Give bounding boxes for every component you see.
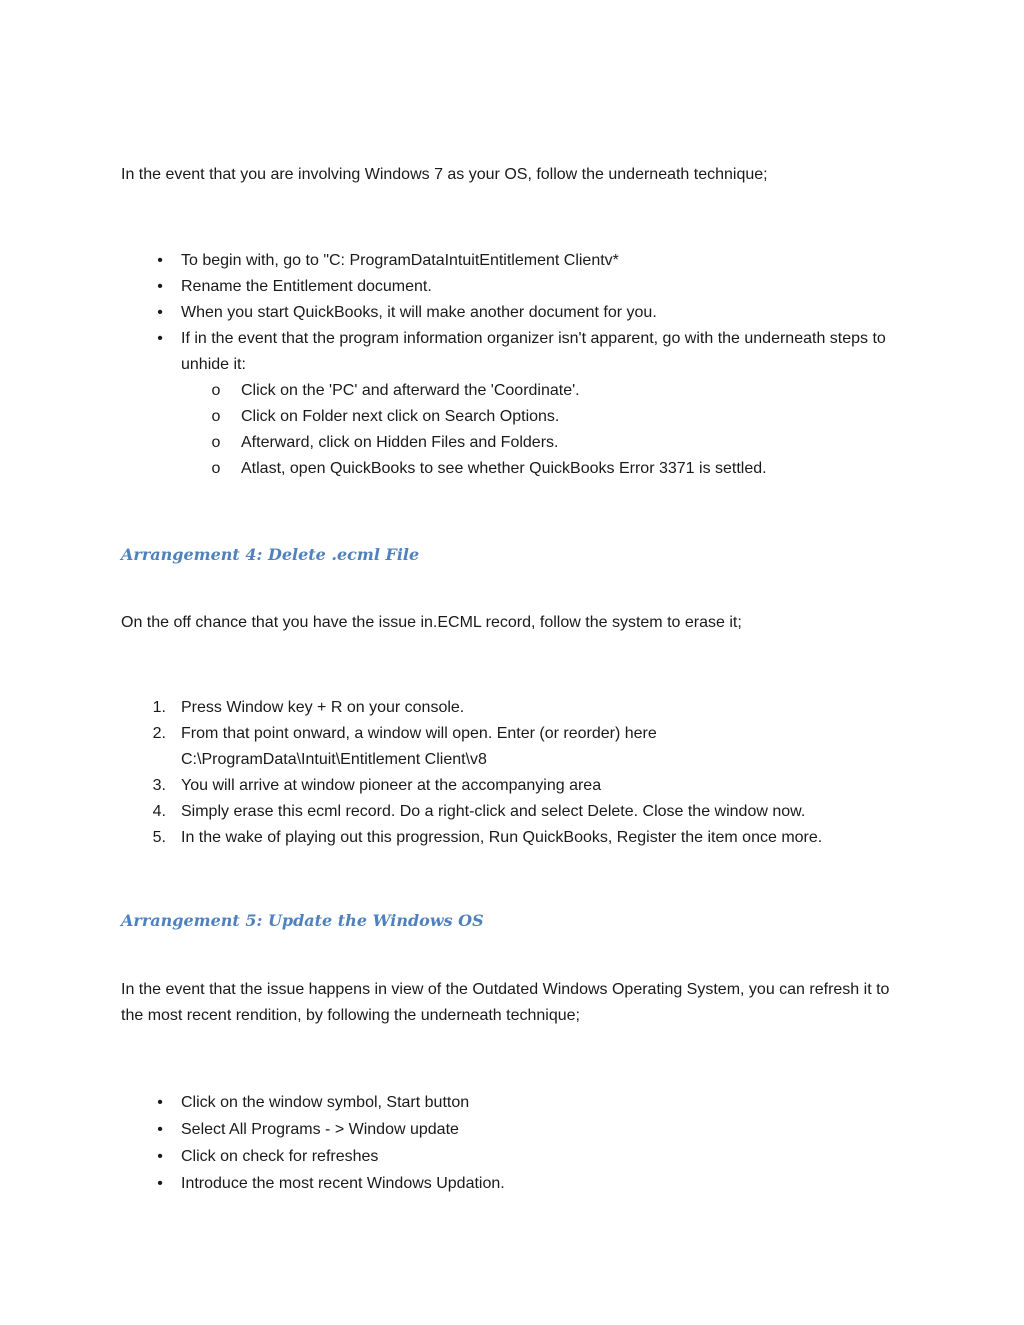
sub-list-item bbox=[0, 456, 1024, 482]
list-item bbox=[0, 248, 1024, 274]
windows-update-steps-list bbox=[0, 1089, 1024, 1197]
list-item bbox=[0, 773, 1024, 799]
bullet-marker: • bbox=[157, 252, 163, 269]
list-item bbox=[0, 300, 1024, 326]
list-item-text: Click on the window symbol, Start button bbox=[181, 1094, 470, 1111]
bullet-marker: • bbox=[157, 330, 163, 347]
list-item bbox=[0, 825, 1024, 851]
list-item-text: In the wake of playing out this progression, Run QuickBooks, Register the item once more. bbox=[181, 829, 823, 846]
sub-bullet-marker: o bbox=[211, 460, 221, 477]
sub-list-item bbox=[0, 404, 1024, 430]
sub-list-item bbox=[0, 430, 1024, 456]
list-item bbox=[0, 326, 1024, 378]
number-marker: 2. bbox=[152, 725, 166, 742]
sub-bullet-marker: o bbox=[211, 408, 221, 425]
list-item-text: Select All Programs - > Window update bbox=[181, 1121, 459, 1138]
arrangement-4-paragraph: On the off chance that you have the issue in.ECML record, follow the system to erase it; bbox=[121, 614, 742, 631]
arrangement-5-paragraph: In the event that the issue happens in view of the Outdated Windows Operating System, you can refresh it to the most recent rendition, by following the underneath technique; bbox=[121, 981, 890, 1024]
list-item-text: From that point onward, a window will open. Enter (or reorder) here C:\ProgramData\Intuit\Entitlement Client\v8 bbox=[181, 725, 657, 768]
list-item bbox=[0, 695, 1024, 721]
list-item-text: You will arrive at window pioneer at the accompanying area bbox=[181, 777, 602, 794]
list-item bbox=[0, 1116, 1024, 1143]
sub-list-item bbox=[0, 378, 1024, 404]
list-item bbox=[0, 721, 1024, 773]
sub-list-item-text: Click on Folder next click on Search Options. bbox=[241, 408, 560, 425]
number-marker: 3. bbox=[152, 777, 166, 794]
number-marker: 1. bbox=[152, 699, 166, 716]
list-item bbox=[0, 1170, 1024, 1197]
sub-bullet-marker: o bbox=[211, 434, 221, 451]
bullet-marker: • bbox=[157, 1121, 163, 1138]
windows7-steps-list bbox=[0, 248, 1024, 482]
sub-list-item-text: Afterward, click on Hidden Files and Folders. bbox=[241, 434, 559, 451]
bullet-marker: • bbox=[157, 304, 163, 321]
bullet-marker: • bbox=[157, 1148, 163, 1165]
list-item bbox=[0, 274, 1024, 300]
number-marker: 5. bbox=[152, 829, 166, 846]
list-item bbox=[0, 1143, 1024, 1170]
section-heading-arrangement-5: Arrangement 5: Update the Windows OS bbox=[121, 911, 484, 930]
list-item bbox=[0, 1089, 1024, 1116]
list-item bbox=[0, 799, 1024, 825]
sub-bullet-marker: o bbox=[211, 382, 221, 399]
ecml-delete-steps-list bbox=[0, 695, 1024, 851]
list-item-text: Click on check for refreshes bbox=[181, 1148, 379, 1165]
list-item-text: Press Window key + R on your console. bbox=[181, 699, 465, 716]
list-item-text: Introduce the most recent Windows Updation. bbox=[181, 1175, 505, 1192]
section-heading-arrangement-4: Arrangement 4: Delete .ecml File bbox=[121, 545, 420, 564]
number-marker: 4. bbox=[152, 803, 166, 820]
bullet-marker: • bbox=[157, 1094, 163, 1111]
intro-paragraph: In the event that you are involving Windows 7 as your OS, follow the underneath technique; bbox=[121, 166, 768, 183]
bullet-marker: • bbox=[157, 1175, 163, 1192]
sub-list-item-text: Click on the 'PC' and afterward the 'Coordinate'. bbox=[241, 382, 580, 399]
list-item-text: To begin with, go to "C: ProgramDataIntuitEntitlement Clientv* bbox=[181, 252, 619, 269]
sub-list-item-text: Atlast, open QuickBooks to see whether QuickBooks Error 3371 is settled. bbox=[241, 460, 767, 477]
list-item-text: If in the event that the program information organizer isn't apparent, go with the underneath steps to unhide it: bbox=[181, 330, 886, 373]
list-item-text: Simply erase this ecml record. Do a right-click and select Delete. Close the window now. bbox=[181, 803, 806, 820]
bullet-marker: • bbox=[157, 278, 163, 295]
list-item-text: Rename the Entitlement document. bbox=[181, 278, 432, 295]
list-item-text: When you start QuickBooks, it will make another document for you. bbox=[181, 304, 657, 321]
